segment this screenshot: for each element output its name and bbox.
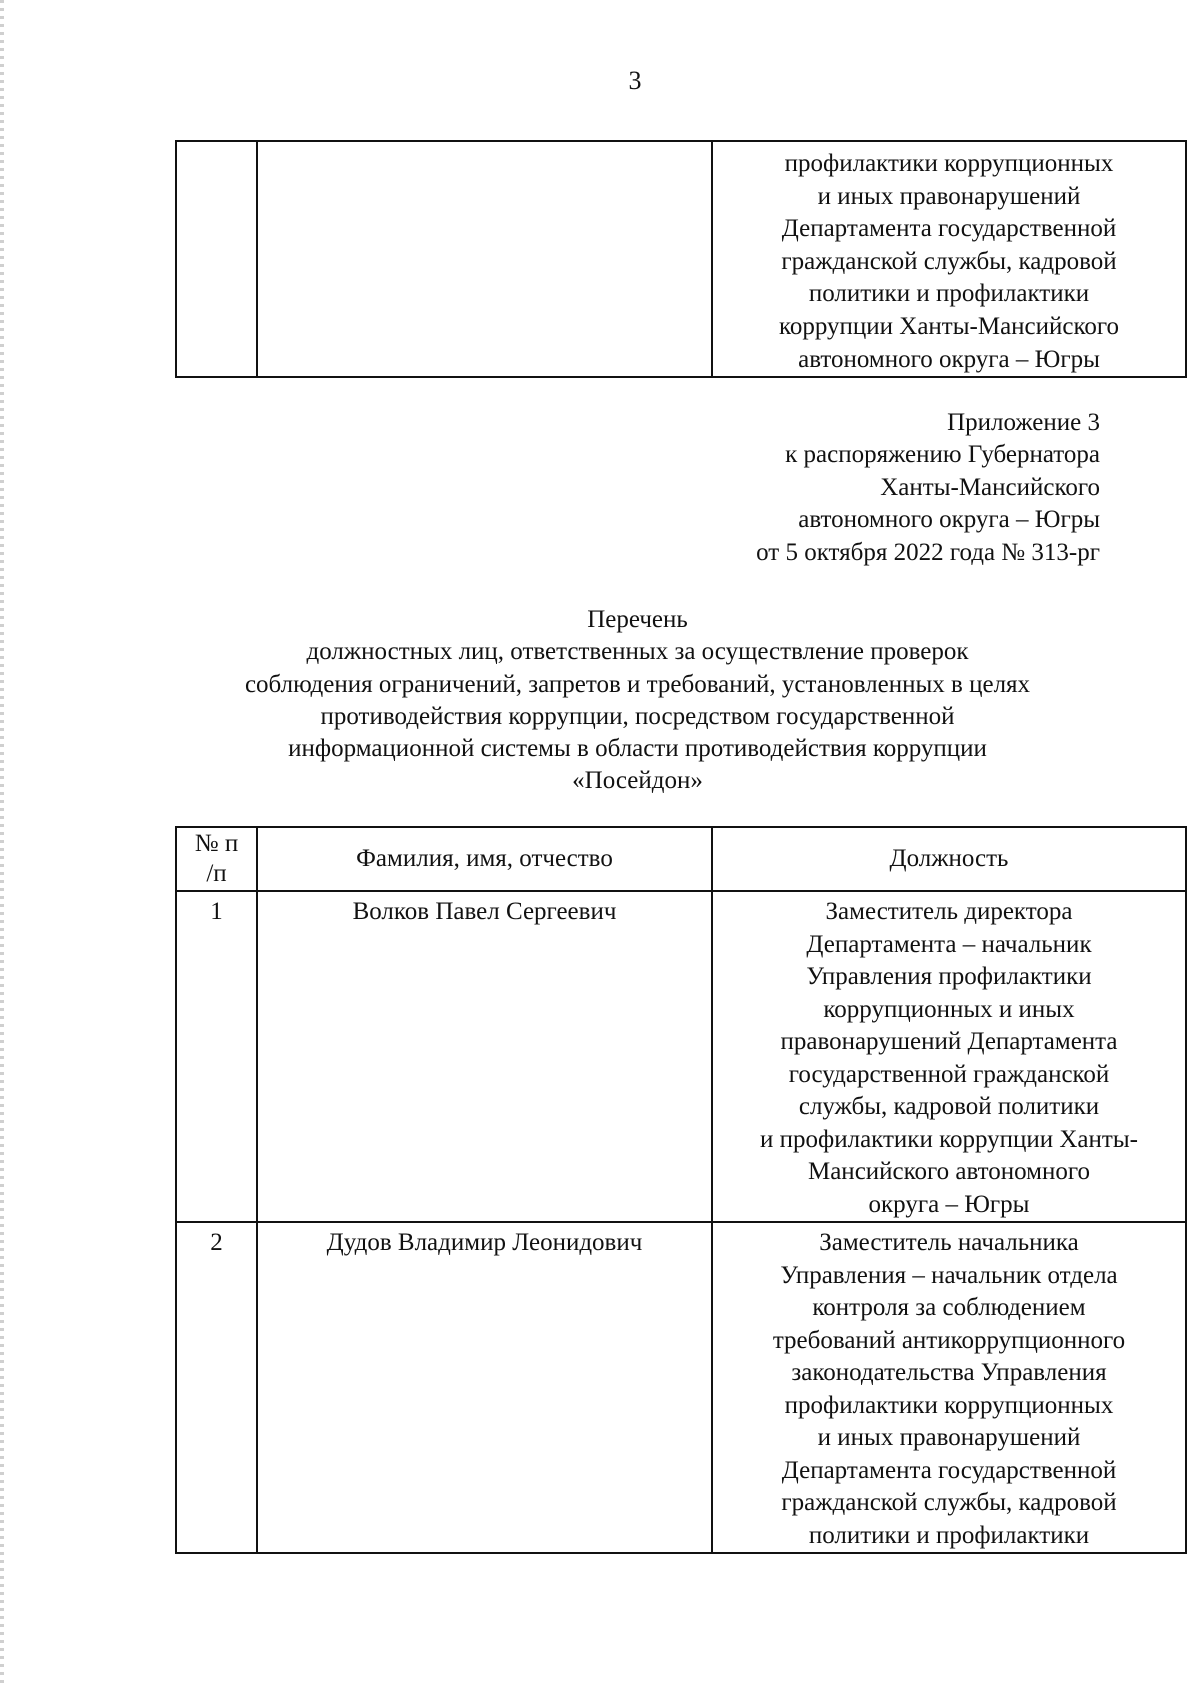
position-line: политики и профилактики (808, 280, 1090, 308)
header-num-line: № п (194, 830, 239, 857)
row-name: Волков Павел Сергеевич (257, 891, 712, 1222)
position-line: Департамента – начальник (806, 930, 1092, 958)
row-name: Дудов Владимир Леонидович (257, 1222, 712, 1553)
position-line: профилактики коррупционных (784, 1391, 1114, 1419)
position-line: Мансийского автономного (807, 1158, 1091, 1185)
position-line: законодательства Управления (791, 1359, 1107, 1386)
appendix-line: к распоряжению Губернатора (785, 441, 1100, 469)
scan-edge-artifact (0, 0, 4, 1683)
table-row (176, 891, 1186, 1222)
position-line: Управления профилактики (806, 963, 1092, 990)
title-line: «Посейдон» (572, 767, 703, 795)
continued-name-cell (257, 141, 712, 377)
continued-position-cell (712, 141, 1186, 377)
title-line: соблюдения ограничений, запретов и требований, установленных в целях (244, 670, 1031, 698)
appendix-block (600, 407, 1100, 569)
appendix-line: от 5 октября 2022 года № 313-рг (756, 538, 1100, 566)
continued-num-cell (176, 141, 257, 377)
continued-table (175, 140, 1187, 378)
position-line: профилактики коррупционных (784, 150, 1114, 177)
position-line: и иных правонарушений (817, 1424, 1081, 1451)
title-line: информационной системы в области противодействия коррупции (288, 735, 987, 763)
header-num (176, 827, 257, 891)
table-row (176, 141, 1186, 377)
position-line: автономного округа – Югры (798, 345, 1100, 373)
position-line: коррупционных и иных (823, 995, 1075, 1023)
header-num-line: /п (206, 860, 227, 887)
header-position: Должность (712, 827, 1186, 891)
position-line: Департамента государственной (781, 1456, 1117, 1484)
position-line: государственной гражданской (788, 1060, 1110, 1088)
page-number: 3 (628, 66, 642, 95)
position-line: политики и профилактики (808, 1521, 1090, 1549)
position-line: гражданской службы, кадровой (781, 1489, 1117, 1516)
table-header-row (176, 827, 1186, 891)
position-line: службы, кадровой политики (798, 1093, 1100, 1120)
row-position (712, 1222, 1186, 1553)
appendix-line: автономного округа – Югры (798, 506, 1100, 534)
position-line: и иных правонарушений (817, 182, 1081, 210)
appendix-line: Приложение 3 (947, 409, 1100, 436)
position-line: требований антикоррупционного (772, 1326, 1126, 1354)
position-line: и профилактики коррупции Ханты- (760, 1125, 1138, 1153)
row-num: 2 (176, 1222, 257, 1553)
title-line: должностных лиц, ответственных за осуществление проверок (306, 638, 969, 666)
position-line: Заместитель начальника (819, 1229, 1079, 1256)
position-line: гражданской службы, кадровой (781, 247, 1117, 275)
position-line: контроля за соблюдением (812, 1294, 1086, 1321)
title-line: Перечень (587, 606, 688, 633)
position-line: Департамента государственной (781, 215, 1117, 243)
position-line: коррупции Ханты-Мансийского (778, 312, 1120, 340)
officials-table (175, 826, 1187, 1554)
appendix-line: Ханты-Мансийского (880, 473, 1100, 501)
position-line: Заместитель директора (825, 898, 1073, 925)
position-line: правонарушений Департамента (780, 1028, 1118, 1055)
table-row (176, 1222, 1186, 1553)
title-line: противодействия коррупции, посредством государственной (320, 702, 955, 730)
document-title (150, 604, 1125, 798)
row-position (712, 891, 1186, 1222)
position-line: округа – Югры (868, 1190, 1030, 1218)
position-line: Управления – начальник отдела (780, 1261, 1118, 1289)
row-num: 1 (176, 891, 257, 1222)
header-name: Фамилия, имя, отчество (257, 827, 712, 891)
